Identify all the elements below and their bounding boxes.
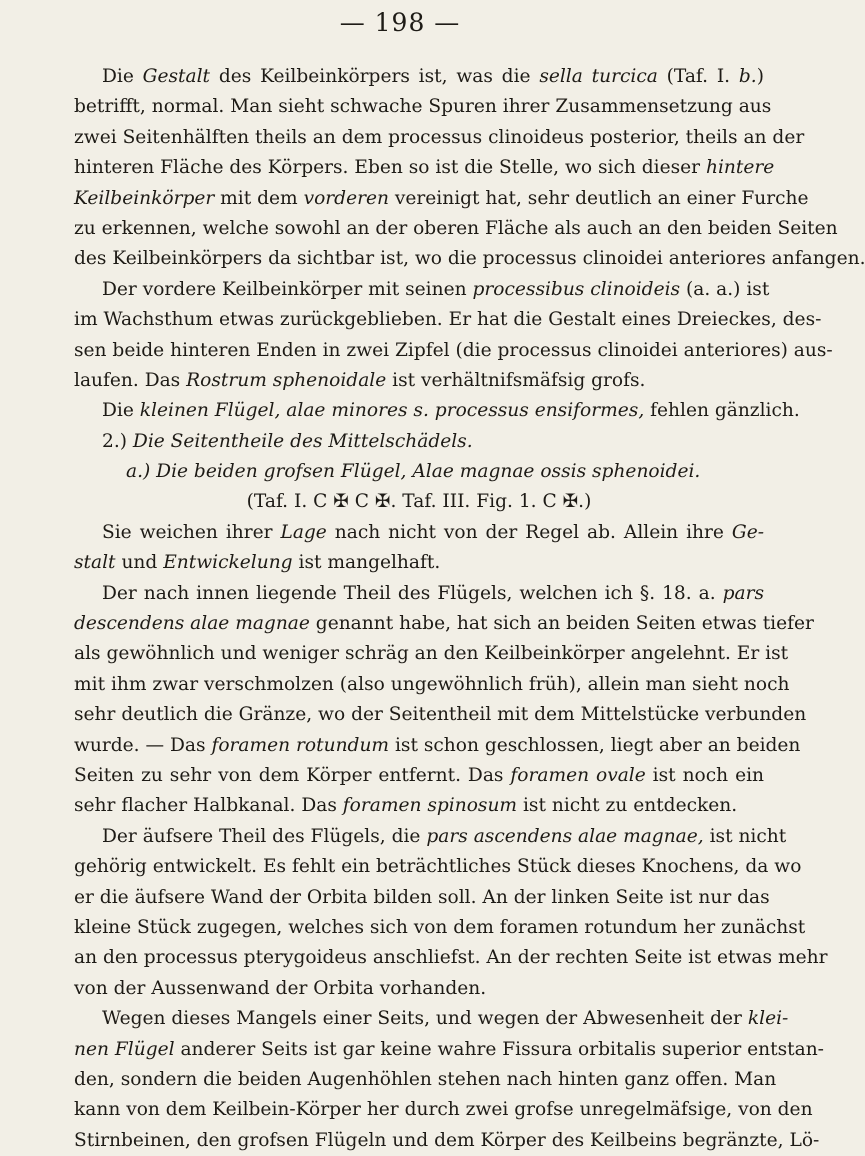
text-run: als gewöhnlich und weniger schräg an den Keilbeinkörper angelehnt. Er ist xyxy=(74,643,789,665)
text-line xyxy=(74,123,805,153)
page-number-header: — 198 — xyxy=(339,8,461,37)
text-run: ) xyxy=(756,66,764,87)
text-run: sehr flacher Halbkanal. Das xyxy=(74,795,343,817)
text-line xyxy=(74,62,764,92)
text-run: a.) Die beiden grofsen Flügel, Alae magnae ossis sphenoidei. xyxy=(126,461,701,483)
text-line xyxy=(74,639,789,669)
text-run: ist nicht xyxy=(703,825,787,847)
text-run: foramen rotundum xyxy=(211,734,390,756)
text-run: sella turcica xyxy=(539,66,658,87)
text-run: Sie weichen ihrer xyxy=(102,521,281,543)
text-line xyxy=(74,1065,777,1095)
text-run: ist verhältnifsmäfsig grofs. xyxy=(386,369,646,391)
text-run: Seiten zu sehr von dem Körper entfernt. Das xyxy=(74,764,511,786)
text-run: kleine Stück zugegen, welches sich von dem foramen rotundum her zunächst xyxy=(74,916,806,938)
text-run: vorderen xyxy=(303,187,389,209)
text-run: an den processus pterygoideus anschliefst. An der rechten Seite ist etwas mehr xyxy=(74,947,828,969)
text-run: Ge- xyxy=(731,521,764,543)
text-run: kleinen Flügel, alae minores s. processus ensiformes, xyxy=(139,400,645,422)
text-run: ist nicht zu entdecken. xyxy=(517,795,738,817)
text-line xyxy=(74,548,764,578)
text-run: Die xyxy=(102,400,140,422)
text-run: wurde. — Das xyxy=(74,734,212,756)
text-run: Die xyxy=(102,66,143,87)
text-run: kann von dem Keilbein-Körper her durch zwei grofse unregelmäfsige, von den xyxy=(74,1099,813,1121)
text-line xyxy=(74,579,764,609)
text-run: Stirnbeinen, den grofsen Flügeln und dem Körper des Keilbeins begränzte, Lö- xyxy=(74,1129,820,1151)
text-run: Der vordere Keilbeinkörper mit seinen xyxy=(102,278,473,300)
text-line xyxy=(74,305,822,335)
text-line xyxy=(74,761,764,791)
text-run: (a. a.) ist xyxy=(680,278,770,300)
text-run: mit ihm zwar verschmolzen (also ungewöhnlich früh), allein man sieht noch xyxy=(74,673,790,695)
text-run: von der Aussenwand der Orbita vorhanden. xyxy=(74,977,487,999)
text-run: Lage xyxy=(280,521,327,543)
text-run: 2.) xyxy=(102,430,133,452)
text-line xyxy=(74,336,833,366)
text-line xyxy=(74,822,787,852)
text-line xyxy=(74,670,790,700)
text-run: zwei Seitenhälften theils an dem processus clinoideus posterior, theils an der xyxy=(74,126,805,148)
text-run: genannt habe, hat sich an beiden Seiten etwas tiefer xyxy=(309,613,814,635)
text-run: zu erkennen, welche sowohl an der oberen Fläche als auch an den beiden Seiten xyxy=(74,217,838,239)
text-run: nach nicht von der Regel ab. Allein ihre xyxy=(326,521,732,543)
text-run: Wegen dieses Mangels einer Seits, und wegen der Abwesenheit der xyxy=(102,1008,748,1030)
subsection-heading xyxy=(74,457,764,487)
text-line xyxy=(74,852,802,882)
figure-reference xyxy=(74,487,764,517)
text-line xyxy=(74,1035,824,1065)
text-run: ist noch ein xyxy=(645,764,765,786)
text-line xyxy=(74,791,764,821)
text-run: des Keilbeinkörpers ist, was die xyxy=(210,66,540,87)
text-line xyxy=(74,214,838,244)
text-run: stalt xyxy=(74,552,116,574)
text-run: hintere xyxy=(705,157,775,179)
text-run: ist schon geschlossen, liegt aber an beiden xyxy=(389,734,801,756)
text-line xyxy=(74,366,764,396)
text-line xyxy=(74,883,770,913)
text-run: betrifft, normal. Man sieht schwache Spuren ihrer Zusammensetzung aus xyxy=(74,96,772,118)
text-line xyxy=(74,275,770,305)
text-run: mit dem xyxy=(214,187,304,209)
text-line xyxy=(74,244,865,274)
text-run: des Keilbeinkörpers da sichtbar ist, wo die processus clinoidei anteriores anfangen. xyxy=(74,248,865,270)
text-line xyxy=(74,1126,820,1156)
text-run: Der äufsere Theil des Flügels, die xyxy=(102,825,427,847)
text-line xyxy=(74,1004,789,1034)
text-line xyxy=(74,943,828,973)
text-line xyxy=(74,913,806,943)
text-run: processibus clinoideis xyxy=(472,278,681,300)
text-line xyxy=(74,1095,813,1125)
text-run: (Taf. I. xyxy=(657,66,739,87)
text-run: und xyxy=(115,552,164,574)
text-line xyxy=(74,184,809,214)
text-run: gehörig entwickelt. Es fehlt ein beträchtliches Stück dieses Knochens, da wo xyxy=(74,856,802,878)
text-run: pars xyxy=(722,582,764,604)
text-run: (Taf. I. C ✠ C ✠. Taf. III. Fig. 1. C ✠.) xyxy=(246,491,592,513)
text-line xyxy=(74,153,775,183)
text-line xyxy=(74,396,800,426)
text-run: Die Seitentheile des Mittelschädels. xyxy=(132,430,473,452)
text-run: klei- xyxy=(747,1008,789,1030)
text-run: sehr deutlich die Gränze, wo der Seitentheil mit dem Mittelstücke verbunden xyxy=(74,704,807,726)
text-run: Der nach innen liegende Theil des Flügels, welchen ich §. 18. a. xyxy=(102,582,723,604)
text-run: pars ascendens alae magnae, xyxy=(426,825,704,847)
text-run: nen Flügel xyxy=(74,1038,175,1060)
text-run: den, sondern die beiden Augenhöhlen stehen nach hinten ganz offen. Man xyxy=(74,1068,777,1090)
text-run: sen beide hinteren Enden in zwei Zipfel (die processus clinoidei anteriores) aus- xyxy=(74,339,833,361)
page-body xyxy=(74,62,865,1156)
text-run: foramen ovale xyxy=(510,764,646,786)
text-run: b. xyxy=(738,66,757,87)
text-run: ist mangelhaft. xyxy=(292,552,441,574)
text-run: foramen spinosum xyxy=(342,795,518,817)
text-line xyxy=(74,92,772,122)
text-line xyxy=(74,731,801,761)
text-run: vereinigt hat, sehr deutlich an einer Furche xyxy=(388,187,809,209)
text-run: descendens alae magnae xyxy=(74,613,310,635)
text-run: fehlen gänzlich. xyxy=(644,400,800,422)
section-heading xyxy=(74,427,764,457)
text-run: Rostrum sphenoidale xyxy=(186,369,387,391)
text-line xyxy=(74,518,764,548)
text-run: anderer Seits ist gar keine wahre Fissura orbitalis superior entstan- xyxy=(174,1038,824,1060)
text-run: hinteren Fläche des Körpers. Eben so ist die Stelle, wo sich dieser xyxy=(74,157,706,179)
text-line xyxy=(74,609,814,639)
text-run: Gestalt xyxy=(142,66,211,87)
text-line xyxy=(74,700,807,730)
text-run: laufen. Das xyxy=(74,369,187,391)
text-run: er die äufsere Wand der Orbita bilden soll. An der linken Seite ist nur das xyxy=(74,886,770,908)
text-run: Entwickelung xyxy=(163,552,293,574)
text-line xyxy=(74,974,764,1004)
text-run: im Wachsthum etwas zurückgeblieben. Er hat die Gestalt eines Dreieckes, des- xyxy=(74,309,822,331)
text-run: Keilbeinkörper xyxy=(74,187,215,209)
